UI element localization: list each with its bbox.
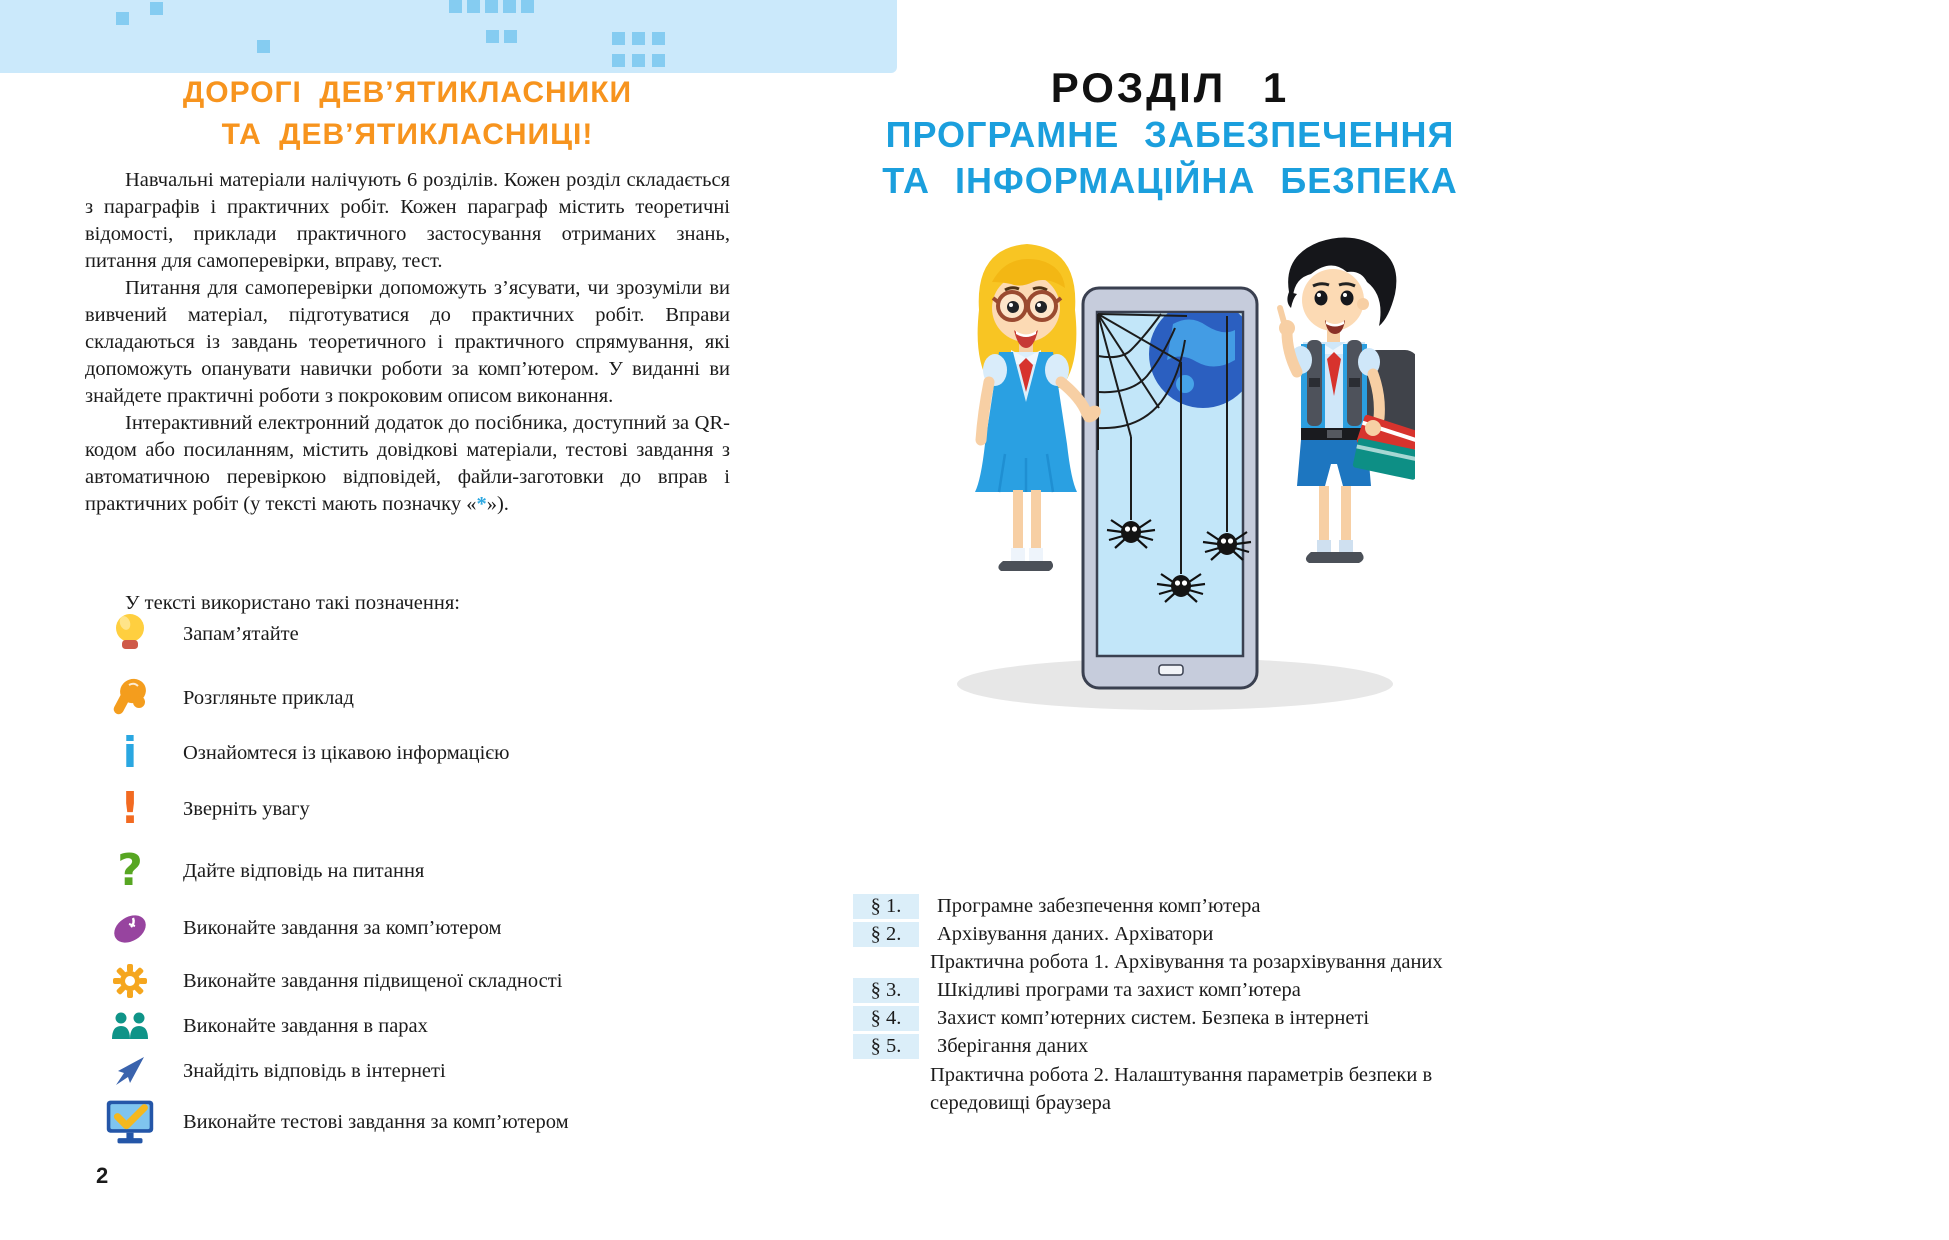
toc-row [853,1061,1490,1117]
legend-item [85,958,562,1004]
legend-item [85,1048,446,1094]
legend-item [85,1003,428,1049]
legend-label: Виконайте тестові завдання за комп’ютером [183,1110,569,1133]
chapter-title-line2: ТА ІНФОРМАЦІЙНА БЕЗПЕКА [882,160,1458,201]
legend-item [85,611,299,657]
chapter-illustration [935,232,1415,722]
chapter-title [800,112,1540,204]
pair-icon [105,1011,155,1041]
legend-item [85,845,425,896]
chapter-title-line1: ПРОГРАМНЕ ЗАБЕЗПЕЧЕННЯ [885,114,1455,155]
legend-label: Виконайте завдання за комп’ютером [183,916,502,939]
toc-paragraph-number: § 5. [853,1034,919,1059]
intro-text [85,167,730,518]
lightbulb-icon [105,612,155,656]
info-icon: i [122,728,138,777]
exclamation-icon: ! [119,783,141,834]
toc-paragraph-title: Шкідливі програми та захист комп’ютера [937,978,1301,1001]
gear-icon [105,963,155,999]
question-icon: ? [117,845,143,896]
paragraph-3: Інтерактивний електронний додаток до посібника, доступний за QR-кодом або посиланням, містить довідкові матеріали, тестові завдання з автоматичною перевіркою відповідей, файли-заготовки до вправ і практичних робіт (у тексті мають позначку «*»). [85,412,730,515]
legend-label: Дайте відповідь на питання [183,859,425,882]
toc-paragraph-title: Архівування даних. Архіватори [937,922,1214,945]
pixel-decoration-band [0,0,897,73]
toc-row [853,949,1443,975]
toc-paragraph-title: Зберігання даних [937,1034,1089,1057]
legend-label: Розгляньте приклад [183,686,354,709]
mouse-icon [105,908,155,948]
legend-label: Ознайомтеся із цікавою інформацією [183,741,510,764]
boy-character [1279,238,1415,564]
legend-label: Виконайте завдання в парах [183,1014,428,1037]
legend-item [85,905,501,951]
legend-item [85,783,310,834]
asterisk-mark: * [476,493,487,515]
legend-item [85,675,354,721]
page-title-line2: ТА ДЕВ’ЯТИКЛАСНИЦІ! [221,118,594,151]
toc-practical-title: Практична робота 1. Архівування та розархівування даних [930,950,1443,973]
legend-intro: У тексті використано такі позначення: [125,592,460,614]
toc-row [853,1033,1088,1059]
toc-paragraph-title: Захист комп’ютерних систем. Безпека в інтернеті [937,1006,1370,1029]
toc-paragraph-number: § 4. [853,1006,919,1031]
legend-label: Знайдіть відповідь в інтернеті [183,1059,446,1082]
legend-label: Виконайте завдання підвищеної складності [183,969,563,992]
paragraph-1: Навчальні матеріали налічують 6 розділів. Кожен розділ складається з параграфів і практичних робіт. Кожен параграф містить теоретичні відомості, приклади практичного застосування отриманих знань, питання для самоперевірки, вправу, тест. [85,169,730,272]
chapter-label: РОЗДІЛ 1 [1050,64,1290,111]
legend-item [85,730,509,776]
legend-label: Зверніть увагу [183,797,310,820]
toc-row [853,977,1301,1003]
monitor-check-icon [105,1096,155,1148]
page-title-line1: ДОРОГІ ДЕВ’ЯТИКЛАСНИКИ [182,76,633,109]
toc-paragraph-number: § 3. [853,978,919,1003]
toc-row [853,1005,1369,1031]
toc-paragraph-number: § 2. [853,922,919,947]
toc-row [853,893,1261,919]
paragraph-2: Питання для самоперевірки допоможуть з’ясувати, чи зрозуміли ви вивчений матеріал, підготуватися до практичних робіт. Вправи складаються із завдань теоретичного і практичного спрямування, які допоможуть опанувати навички роботи за комп’ютером. У виданні ви знайдете практичні роботи з покроковим описом виконання. [85,277,730,407]
legend-label: Запам’ятайте [183,622,299,645]
toc-practical-title: Практична робота 2. Налаштування параметрів безпеки в середовищі браузера [930,1064,1433,1114]
toc-paragraph-number: § 1. [853,894,919,919]
legend-item [85,1094,569,1150]
tablet-graphic [1083,288,1257,688]
pointing-hand-icon [105,675,155,721]
cursor-icon [105,1055,155,1087]
page-number: 2 [96,1163,109,1188]
toc-row [853,921,1213,947]
toc-paragraph-title: Програмне забезпечення комп’ютера [937,894,1261,917]
page-title [85,72,730,156]
